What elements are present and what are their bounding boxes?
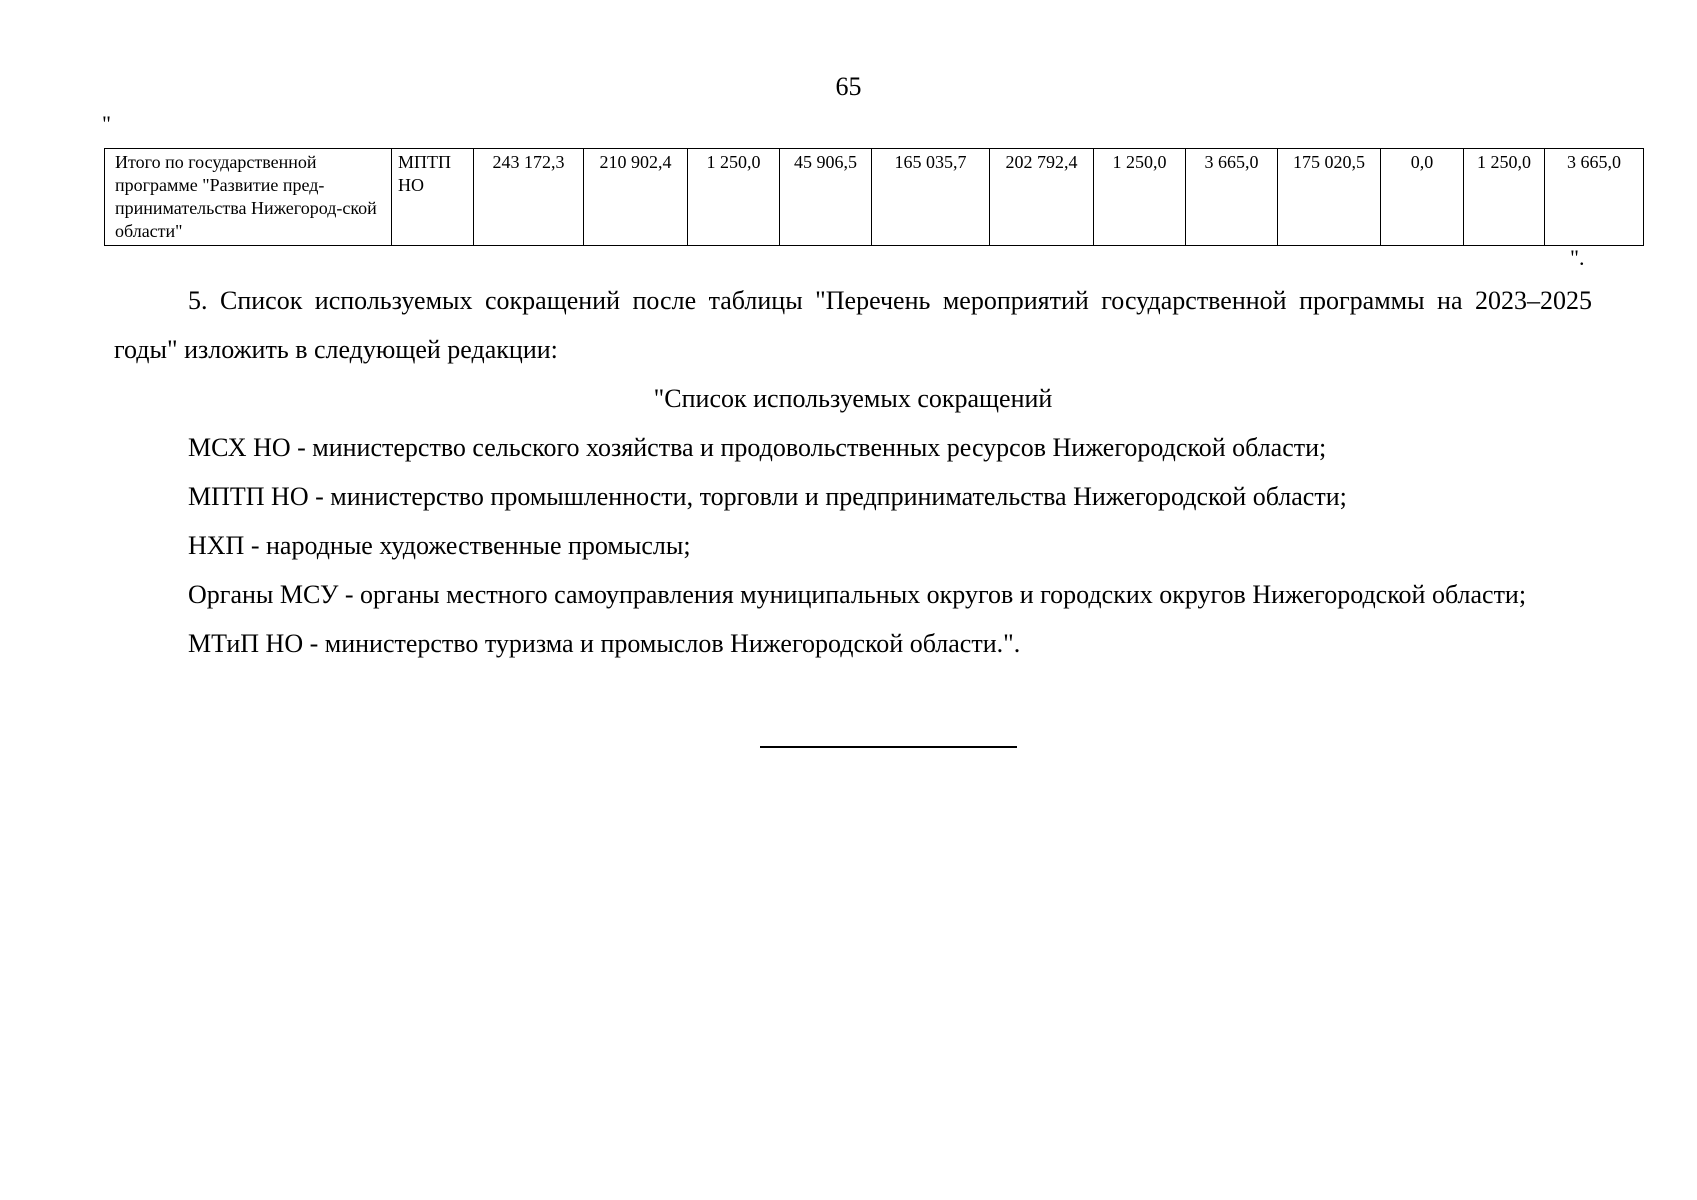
table-cell: 175 020,5	[1278, 149, 1381, 246]
abbreviation-nhp: НХП - народные художественные промыслы;	[188, 531, 691, 560]
abbreviation-msu: Органы МСУ - органы местного самоуправления муниципальных округов и городских округов Нижегородской области;	[188, 580, 1527, 609]
document-body	[114, 276, 1592, 668]
table-cell: 1 250,0	[1094, 149, 1186, 246]
table-cell: 210 902,4	[584, 149, 688, 246]
table-row	[105, 149, 1644, 246]
table-cell: 45 906,5	[780, 149, 872, 246]
table-cell: 3 665,0	[1545, 149, 1644, 246]
paragraph-item-5: 5. Список используемых сокращений после таблицы "Перечень мероприятий государственной программы на 2023–2025 годы" изложить в следующей редакции:	[114, 286, 1592, 364]
table-closing-quote: ".	[1570, 245, 1585, 270]
table-cell: 243 172,3	[474, 149, 584, 246]
program-totals-table	[104, 148, 1644, 246]
table-cell: 0,0	[1381, 149, 1464, 246]
abbreviation-mtip: МТиП НО - министерство туризма и промыслов Нижегородской области.".	[188, 629, 1021, 658]
abbreviations-heading: "Список используемых сокращений	[653, 384, 1053, 413]
end-of-document-line	[760, 746, 1017, 748]
table-cell: 202 792,4	[990, 149, 1094, 246]
table-cell: 1 250,0	[1464, 149, 1545, 246]
abbreviation-mptp: МПТП НО - министерство промышленности, торговли и предпринимательства Нижегородской области;	[188, 482, 1347, 511]
table-cell: 165 035,7	[872, 149, 990, 246]
total-row-description: Итого по государственной программе "Развитие пред-принимательства Нижегород-ской области"	[105, 149, 392, 246]
table-cell: 1 250,0	[688, 149, 780, 246]
table-opening-quote: "	[102, 111, 111, 136]
abbreviation-msh: МСХ НО - министерство сельского хозяйства и продовольственных ресурсов Нижегородской области;	[188, 433, 1327, 462]
total-row-executor: МПТП НО	[392, 149, 474, 246]
page-number: 65	[835, 72, 862, 101]
table-cell: 3 665,0	[1186, 149, 1278, 246]
